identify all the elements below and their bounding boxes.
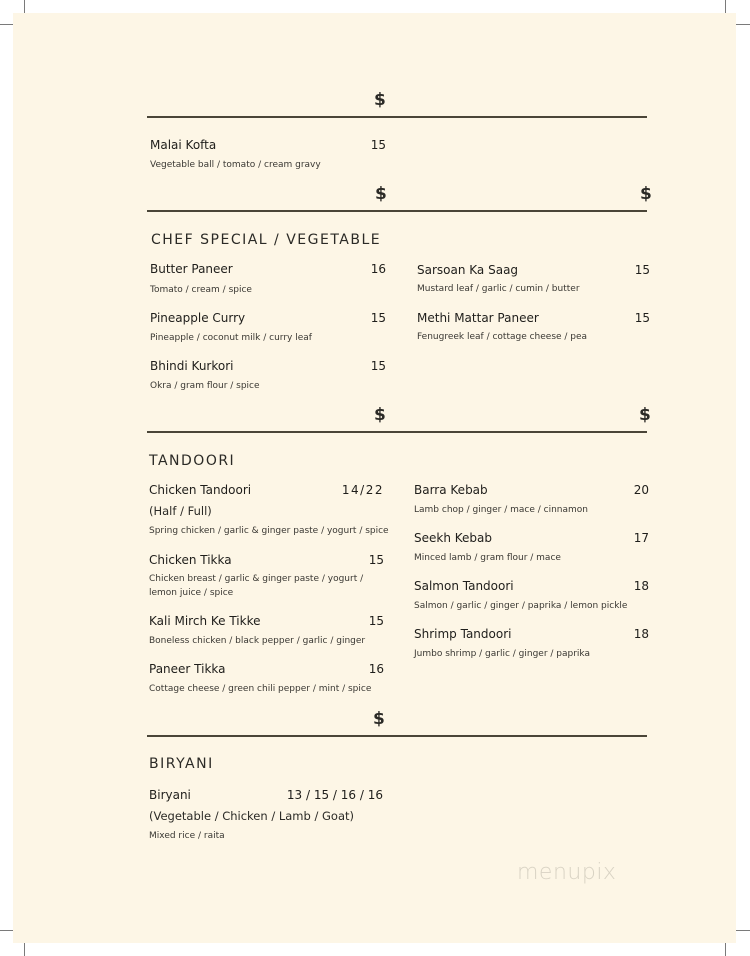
section-divider [147,735,647,737]
item-name: Biryani [149,788,191,802]
item-price: 15 [368,614,384,628]
item-name: Salmon Tandoori [414,579,514,593]
item-description: Pineapple / coconut milk / curry leaf [150,333,312,343]
item-name: Seekh Kebab [414,531,492,545]
section-divider [147,116,647,118]
item-description: Mixed rice / raita [149,831,225,841]
item-price: 16 [370,262,386,276]
item-portion-note: (Half / Full) [149,504,212,518]
item-name: Sarsoan Ka Saag [417,263,519,277]
watermark-logo: menupix [517,860,617,885]
crop-mark [725,0,726,13]
item-name: Shrimp Tandoori [414,627,512,641]
item-price: 17 [633,531,649,545]
item-name: Butter Paneer [150,262,233,276]
crop-mark [0,24,13,25]
item-price: 15 [370,138,386,152]
crop-mark [24,0,25,13]
crop-mark [736,24,750,25]
crop-mark [725,943,726,956]
price-column-header: $ [375,184,387,204]
section-divider [147,431,647,433]
item-description: Lamb chop / ginger / mace / cinnamon [414,505,588,515]
item-name: Malai Kofta [150,138,217,152]
section-title: CHEF SPECIAL / VEGETABLE [151,232,382,248]
item-description: Mustard leaf / garlic / cumin / butter [417,284,580,294]
item-description: Tomato / cream / spice [150,285,252,295]
crop-mark [0,930,13,931]
section-title: BIRYANI [149,756,214,772]
item-description: Spring chicken / garlic & ginger paste / yogurt / spice [149,526,389,536]
item-description: Vegetable ball / tomato / cream gravy [150,160,321,170]
item-price: 20 [633,483,649,497]
item-name: Methi Mattar Paneer [417,311,539,325]
item-name: Bhindi Kurkori [150,359,234,373]
item-price: 15 [368,553,384,567]
price-column-header: $ [640,184,652,204]
item-price: 15 [370,359,386,373]
item-description: Chicken breast / garlic & ginger paste / yogurt / [149,574,364,584]
item-price: 18 [633,579,649,593]
item-name: Chicken Tikka [149,553,232,567]
price-column-header: $ [374,405,386,425]
item-description: Jumbo shrimp / garlic / ginger / paprika [414,649,590,659]
price-column-header: $ [373,709,385,729]
item-price: 16 [368,662,384,676]
crop-mark [24,943,25,956]
item-name: Barra Kebab [414,483,488,497]
item-name: Kali Mirch Ke Tikke [149,614,261,628]
item-price: 14/22 [341,483,384,497]
item-description: Minced lamb / gram flour / mace [414,553,561,563]
item-price: 15 [370,311,386,325]
item-description: Fenugreek leaf / cottage cheese / pea [417,332,588,342]
item-description: Salmon / garlic / ginger / paprika / lemon pickle [414,601,628,611]
item-description: Boneless chicken / black pepper / garlic / ginger [149,636,366,646]
item-price: 15 [634,311,650,325]
section-title: TANDOORI [149,453,236,469]
item-name: Pineapple Curry [150,311,246,325]
item-description: lemon juice / spice [149,588,234,598]
crop-mark [736,930,750,931]
item-price: 15 [634,263,650,277]
price-column-header: $ [374,90,386,110]
item-variant-note: (Vegetable / Chicken / Lamb / Goat) [149,809,354,823]
price-column-header: $ [639,405,651,425]
item-price: 18 [633,627,649,641]
item-description: Okra / gram flour / spice [150,381,260,391]
item-description: Cottage cheese / green chili pepper / mint / spice [149,684,372,694]
section-divider [147,210,647,212]
item-name: Paneer Tikka [149,662,226,676]
item-price: 13 / 15 / 16 / 16 [286,788,383,802]
item-name: Chicken Tandoori [149,483,252,497]
